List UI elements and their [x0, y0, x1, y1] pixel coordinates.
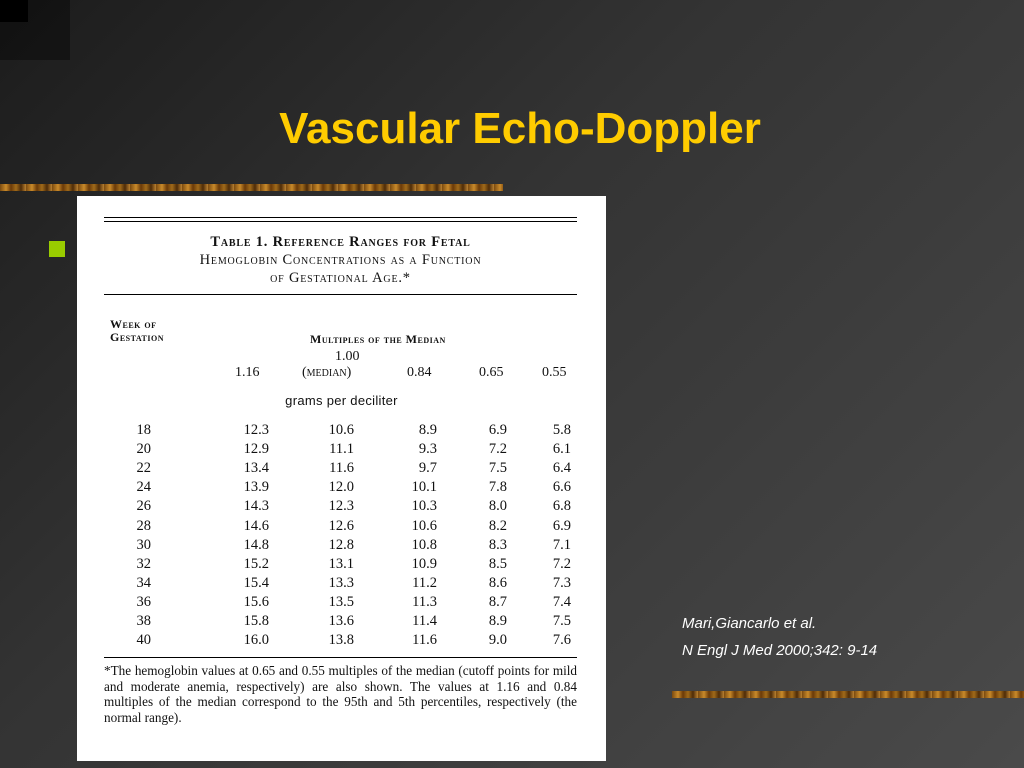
value-cell: 8.7 [488, 593, 507, 610]
col-header-1-16: 1.16 [235, 365, 260, 380]
value-cell: 7.1 [552, 536, 571, 553]
col-header-median: (median) [302, 365, 352, 380]
week-cell: 18 [136, 422, 151, 438]
value-cell: 10.6 [328, 422, 354, 438]
col-header-0-65: 0.65 [479, 365, 504, 380]
table-footnote: *The hemoglobin values at 0.65 and 0.55 multiples of the median (cutoff points for mild and moderate anemia, respectively) are also shown. The values at 1.16 and 0.84 multiples of the median correspond to the 95th and 5th percentiles, respectively (the normal range). [104, 663, 577, 725]
value-cell: 9.7 [418, 460, 437, 477]
value-cell: 13.1 [328, 555, 354, 572]
value-cell: 6.1 [552, 441, 571, 458]
week-cell: 26 [136, 498, 151, 515]
reference-table-image [77, 196, 606, 761]
value-cell: 7.4 [552, 593, 571, 610]
value-cell: 12.6 [328, 517, 354, 534]
value-cell: 6.8 [552, 498, 571, 515]
value-cell: 5.8 [552, 422, 571, 438]
value-cell: 13.3 [328, 574, 354, 591]
value-cell: 10.9 [411, 555, 437, 572]
value-cell: 13.6 [328, 613, 354, 629]
week-header [110, 318, 164, 344]
value-cell: 15.4 [243, 574, 269, 591]
value-cell: 7.5 [552, 613, 571, 629]
value-cell: 7.2 [488, 441, 507, 458]
value-cell: 8.0 [488, 498, 507, 515]
value-cell: 6.9 [552, 517, 571, 534]
value-cell: 13.5 [328, 593, 354, 610]
decorative-stripe-top [0, 184, 503, 191]
week-cell: 32 [136, 555, 151, 572]
multiples-header: Multiples of the Median [310, 332, 446, 346]
value-cell: 13.4 [243, 460, 269, 477]
value-cell: 13.8 [328, 632, 354, 649]
value-cell: 10.1 [411, 479, 437, 496]
week-cell: 24 [136, 479, 151, 496]
week-cell: 30 [136, 536, 151, 553]
value-cell: 6.4 [552, 460, 571, 477]
value-cell: 10.3 [411, 498, 437, 515]
value-cell: 11.2 [412, 574, 437, 591]
value-cell: 6.6 [552, 479, 571, 496]
week-cell: 20 [136, 441, 151, 458]
value-cell: 7.5 [488, 460, 507, 477]
bullet-square-icon [49, 241, 65, 257]
value-cell: 8.9 [418, 422, 437, 438]
value-cell: 12.9 [243, 441, 269, 458]
week-header-line-1: Week of [110, 317, 157, 331]
units-label: grams per deciliter [285, 393, 398, 408]
caption-line-3: of Gestational Age.* [270, 270, 411, 286]
value-cell: 12.3 [243, 422, 269, 438]
value-cell: 12.3 [328, 498, 354, 515]
value-cell: 8.9 [488, 613, 507, 629]
top-double-rule-2 [104, 221, 577, 222]
median-col-top: 1.00 [335, 349, 360, 364]
col-header-0-84: 0.84 [407, 365, 432, 380]
value-cell: 9.0 [488, 632, 507, 649]
value-cell: 15.2 [243, 555, 269, 572]
week-cell: 38 [136, 613, 151, 629]
citation-author: Mari,Giancarlo et al. [682, 615, 817, 632]
value-cell: 10.6 [411, 517, 437, 534]
value-cell: 6.9 [488, 422, 507, 438]
caption-rule [104, 294, 577, 295]
value-cell: 8.6 [488, 574, 507, 591]
citation-journal: N Engl J Med 2000;342: 9-14 [682, 642, 878, 659]
value-cell: 9.3 [418, 441, 437, 458]
caption-line-1: Table 1. Reference Ranges for Fetal [210, 234, 471, 250]
value-cell: 11.6 [412, 632, 437, 649]
value-cell: 14.3 [243, 498, 269, 515]
value-cell: 7.2 [552, 555, 571, 572]
citation [682, 610, 877, 664]
value-cell: 12.8 [328, 536, 354, 553]
table-caption [104, 233, 577, 287]
value-cell: 12.0 [328, 479, 354, 496]
top-double-rule-1 [104, 217, 577, 218]
value-cell: 14.6 [243, 517, 269, 534]
value-cell: 7.3 [552, 574, 571, 591]
week-cell: 36 [136, 593, 151, 610]
col-header-0-55: 0.55 [542, 365, 567, 380]
week-cell: 34 [136, 574, 151, 591]
value-cell: 11.4 [412, 613, 437, 629]
week-cell: 40 [136, 632, 151, 649]
week-cell: 22 [136, 460, 151, 477]
week-cell: 28 [136, 517, 151, 534]
value-cell: 11.1 [329, 441, 354, 458]
decorative-stripe-bottom [672, 691, 1024, 698]
value-cell: 10.8 [411, 536, 437, 553]
caption-line-2: Hemoglobin Concentrations as a Function [199, 252, 482, 268]
value-cell: 8.2 [488, 517, 507, 534]
value-cell: 16.0 [243, 632, 269, 649]
value-cell: 7.8 [488, 479, 507, 496]
slide-title: Vascular Echo-Doppler [279, 104, 761, 153]
value-cell: 15.6 [243, 593, 269, 610]
value-cell: 13.9 [243, 479, 269, 496]
footnote-rule [104, 657, 577, 658]
corner-decoration [0, 0, 28, 22]
value-cell: 8.3 [488, 536, 507, 553]
value-cell: 15.8 [243, 613, 269, 629]
value-cell: 8.5 [488, 555, 507, 572]
value-cell: 11.6 [329, 460, 354, 477]
value-cell: 11.3 [412, 593, 437, 610]
value-cell: 7.6 [552, 632, 571, 649]
value-cell: 14.8 [243, 536, 269, 553]
week-header-line-2: Gestation [110, 330, 164, 344]
